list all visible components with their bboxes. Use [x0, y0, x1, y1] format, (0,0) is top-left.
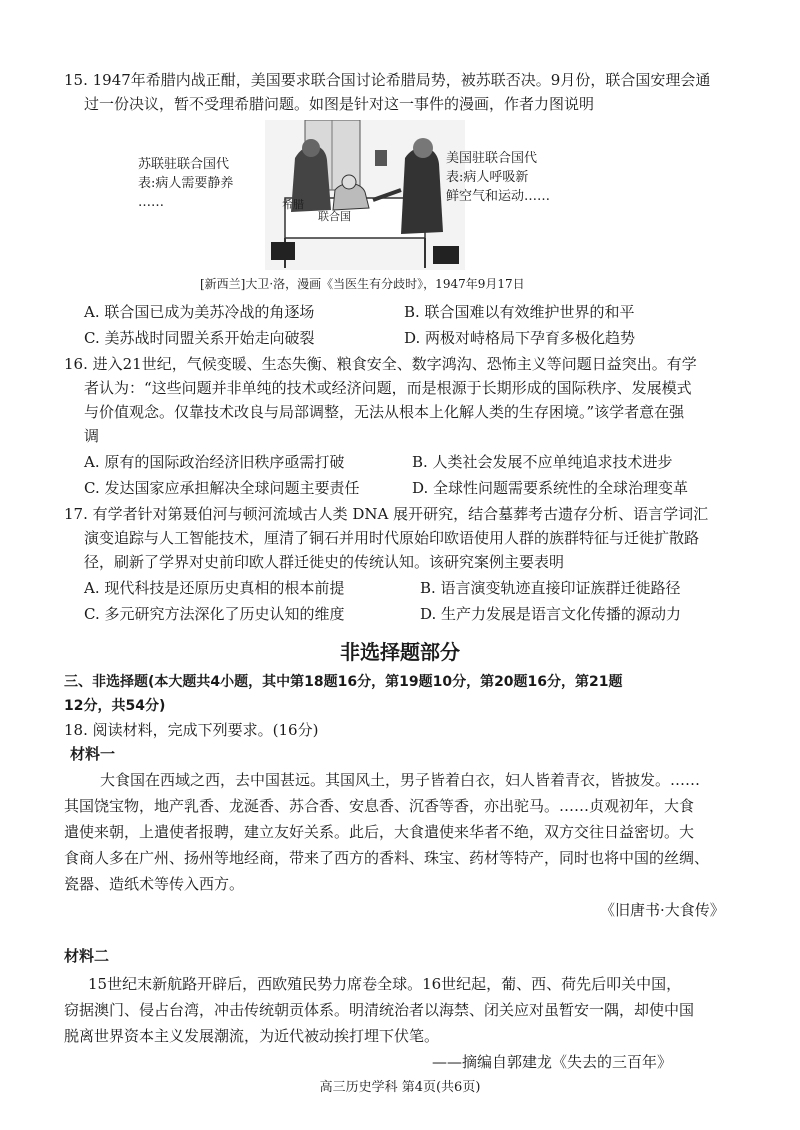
material1-source: 《旧唐书·大食传》	[600, 901, 725, 919]
material1-line-5: 瓷器、造纸术等传入西方。	[64, 875, 245, 893]
q15-line-1: 15. 1947年希腊内战正酣，美国要求联合国讨论希腊局势，被苏联否决。9月份，联合国安理会通	[64, 71, 711, 89]
material2-line-1: 15世纪末新航路开辟后，西欧殖民势力席卷全球。16世纪起，葡、西、荷先后叩关中国，	[88, 975, 682, 993]
section-title: 非选择题部分	[340, 640, 460, 664]
material2-title: 材料二	[64, 947, 110, 965]
cartoon-right-label-2: 表:病人呼吸新	[446, 170, 529, 185]
q16-line-3: 与价值观念。仅靠技术改良与局部调整，无法从根本上化解人类的生存困境。”该学者意在强	[84, 403, 685, 421]
q17-option-c[interactable]: C. 多元研究方法深化了历史认知的维度	[84, 605, 345, 623]
q17-line-1: 17. 有学者针对第聂伯河与顿河流域古人类 DNA 展开研究，结合墓葬考古遗存分析、语言学词汇	[64, 505, 709, 523]
material2-line-2: 窃据澳门、侵占台湾，冲击传统朝贡体系。明清统治者以海禁、闭关应对虽暂安一隅，却使中国	[64, 1001, 695, 1019]
q15-option-d[interactable]: D. 两极对峙格局下孕育多极化趋势	[404, 329, 636, 347]
q17-line-2: 演变追踪与人工智能技术，厘清了铜石并用时代原始印欧语使用人群的族群特征与迁徙扩散路	[84, 529, 700, 547]
q15-option-b[interactable]: B. 联合国难以有效维护世界的和平	[404, 303, 635, 321]
material2-line-3: 脱离世界资本主义发展潮流，为近代被动挨打埋下伏笔。	[64, 1027, 440, 1045]
material1-title: 材料一	[70, 745, 116, 763]
material2-source: ——摘编自郭建龙《失去的三百年》	[432, 1053, 673, 1071]
cartoon-left-label-2: 表:病人需要静养	[138, 176, 234, 191]
cartoon-right-label-3: 鲜空气和运动……	[446, 189, 551, 204]
q16-option-a[interactable]: A. 原有的国际政治经济旧秩序亟需打破	[84, 453, 345, 471]
q16-line-4: 调	[84, 427, 100, 445]
cartoon-label-un: 联合国	[318, 210, 351, 223]
q16-option-b[interactable]: B. 人类社会发展不应单纯追求技术进步	[412, 453, 673, 471]
q18-prompt: 18. 阅读材料，完成下列要求。(16分)	[64, 721, 319, 739]
section3-line-1: 三、非选择题(本大题共4小题，其中第18题16分，第19题10分，第20题16分，第21题	[64, 674, 623, 690]
q16-option-c[interactable]: C. 发达国家应承担解决全球问题主要责任	[84, 479, 360, 497]
cartoon-left-label-3: ……	[138, 195, 164, 210]
material1-line-3: 遣使来朝，上遣使者报聘，建立友好关系。此后，大食遣使来华者不绝，双方交往日益密切。大	[64, 823, 695, 841]
q15-option-a[interactable]: A. 联合国已成为美苏冷战的角逐场	[84, 303, 315, 321]
q17-option-a[interactable]: A. 现代科技是还原历史真相的根本前提	[84, 579, 345, 597]
material1-line-2: 其国饶宝物，地产乳香、龙涎香、苏合香、安息香、沉香等香，亦出驼马。……贞观初年，大食	[64, 797, 695, 815]
q17-line-3: 径，刷新了学界对史前印欧人群迁徙史的传统认知。该研究案例主要表明	[84, 553, 565, 571]
q16-option-d[interactable]: D. 全球性问题需要系统性的全球治理变革	[412, 479, 689, 497]
cartoon-illustration	[265, 120, 465, 270]
cartoon-left-label-1: 苏联驻联合国代	[138, 157, 230, 172]
cartoon-caption: [新西兰]大卫·洛，漫画《当医生有分歧时》，1947年9月17日	[200, 277, 525, 291]
q16-line-1: 16. 进入21世纪，气候变暖、生态失衡、粮食安全、数字鸿沟、恐怖主义等问题日益突出。有学	[64, 355, 697, 373]
q15-option-c[interactable]: C. 美苏战时同盟关系开始走向破裂	[84, 329, 315, 347]
material1-line-4: 食商人多在广州、扬州等地经商，带来了西方的香料、珠宝、药材等特产，同时也将中国的丝绸、	[64, 849, 710, 867]
q17-option-b[interactable]: B. 语言演变轨迹直接印证族群迁徙路径	[420, 579, 681, 597]
cartoon-right-label-1: 美国驻联合国代	[446, 151, 538, 166]
q17-option-d[interactable]: D. 生产力发展是语言文化传播的源动力	[420, 605, 682, 623]
q15-line-2: 过一份决议，暂不受理希腊问题。如图是针对这一事件的漫画，作者力图说明	[84, 95, 595, 113]
cartoon-label-greece: 希腊	[282, 198, 304, 211]
page-footer: 高三历史学科 第4页(共6页)	[319, 1080, 481, 1095]
q16-line-2: 者认为：“这些问题并非单纯的技术或经济问题，而是根源于长期形成的国际秩序、发展模式	[84, 379, 692, 397]
material1-line-1: 大食国在西域之西，去中国甚远。其国风土，男子皆着白衣，妇人皆着青衣，皆披发。……	[100, 771, 701, 789]
section3-line-2: 12分，共54分)	[64, 698, 166, 714]
